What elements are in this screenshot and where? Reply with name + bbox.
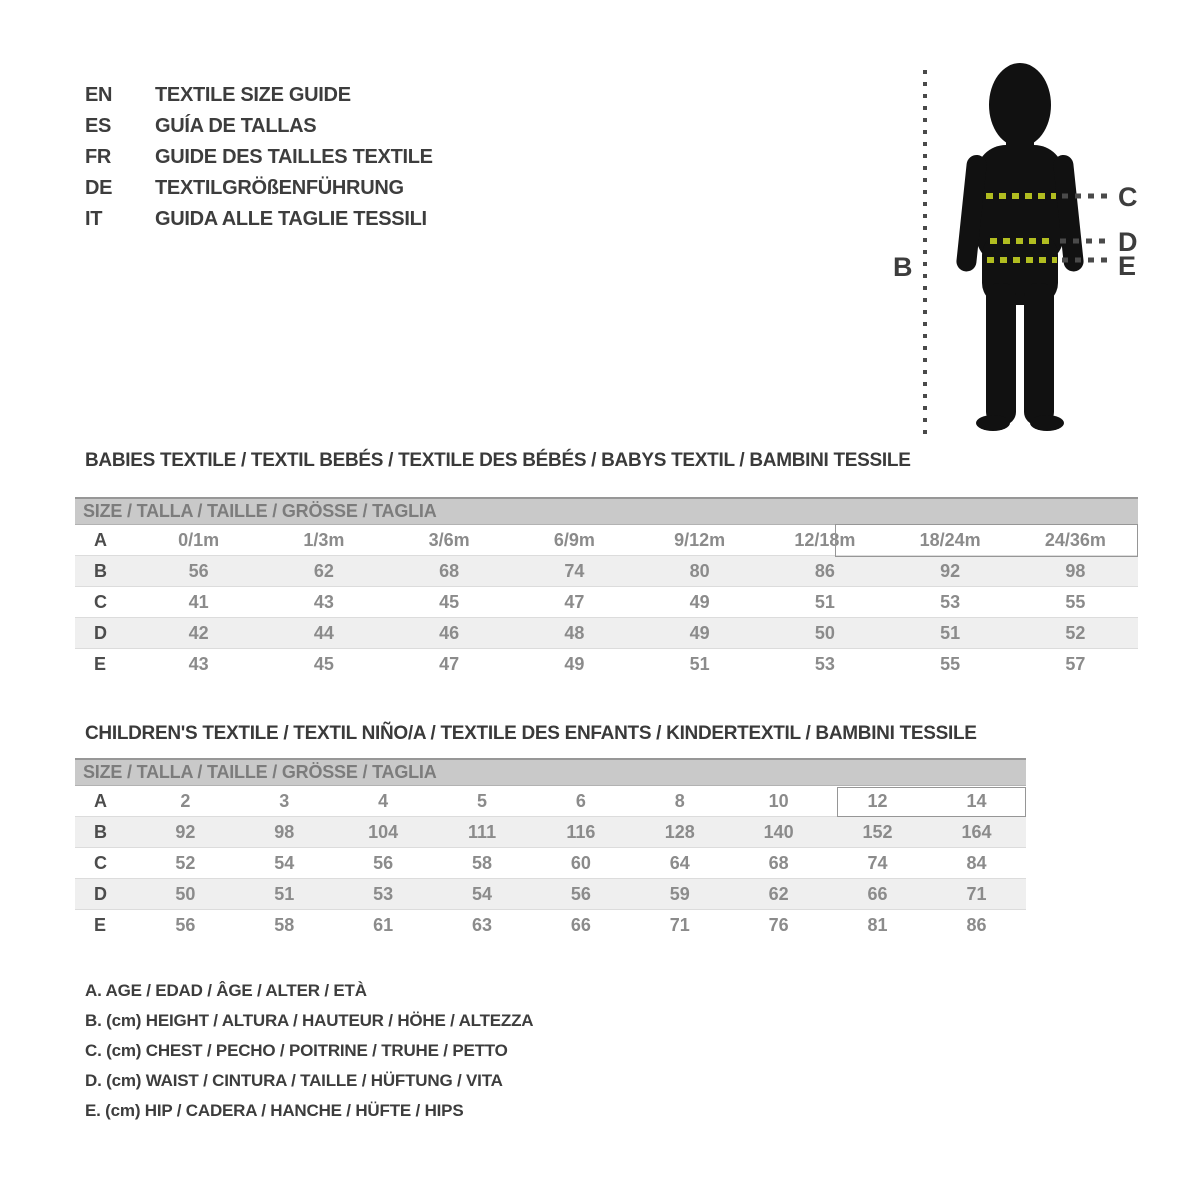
table-row — [75, 910, 1026, 941]
height-label: B — [893, 252, 913, 282]
language-code: ES — [85, 115, 112, 137]
children-section-heading: CHILDREN'S TEXTILE / TEXTIL NIÑO/A / TEXTILE DES ENFANTS / KINDERTEXTIL / BAMBINI TESSILE — [85, 723, 977, 744]
table-cell: 62 — [261, 556, 386, 587]
table-cell: 80 — [637, 556, 762, 587]
table-cell: 128 — [630, 817, 729, 848]
table-row — [75, 649, 1138, 680]
table-cell: 92 — [888, 556, 1013, 587]
table-cell: 56 — [136, 556, 261, 587]
table-cell: 24/36m — [1044, 529, 1106, 550]
table-cell: 111 — [433, 817, 532, 848]
table-cell: 52 — [175, 852, 196, 873]
language-code: DE — [85, 177, 113, 199]
child-silhouette — [955, 63, 1084, 431]
table-cell: 116 — [532, 817, 631, 848]
table-cell: 71 — [669, 914, 690, 935]
table-cell: 42 — [136, 618, 261, 649]
table-cell: 10 — [768, 790, 789, 811]
table-cell: 86 — [966, 914, 987, 935]
table-row — [75, 817, 1026, 848]
table-cell: 64 — [669, 852, 690, 873]
table-cell: 58 — [472, 852, 493, 873]
table-cell: 74 — [867, 852, 888, 873]
table-cell: 57 — [1065, 653, 1086, 674]
legend-item: B. (cm) HEIGHT / ALTURA / HAUTEUR / HÖHE / ALTEZZA — [85, 1011, 534, 1030]
table-cell: 56 — [532, 879, 631, 910]
table-cell: 18/24m — [919, 529, 981, 550]
legend-item: A. AGE / EDAD / ÂGE / ALTER / ETÀ — [85, 981, 367, 1000]
table-cell: 48 — [512, 618, 637, 649]
legend-item: E. (cm) HIP / CADERA / HANCHE / HÜFTE / HIPS — [85, 1101, 464, 1120]
measurement-figure — [870, 45, 1170, 465]
row-label: C — [94, 852, 107, 873]
table-cell: 6 — [575, 790, 586, 811]
language-guide-text: TEXTILGRÖßENFÜHRUNG — [155, 177, 404, 199]
table-cell: 74 — [512, 556, 637, 587]
row-label: B — [75, 556, 136, 587]
table-row — [75, 879, 1026, 910]
language-guide-row — [85, 173, 433, 204]
measurement-legend — [85, 976, 533, 1126]
language-code: FR — [85, 146, 112, 168]
table-cell: 56 — [373, 852, 394, 873]
table-cell: 54 — [433, 879, 532, 910]
table-cell: 51 — [888, 618, 1013, 649]
row-label: E — [94, 653, 107, 674]
table-cell: 2 — [180, 790, 191, 811]
table-cell: 152 — [828, 817, 927, 848]
table-row — [75, 848, 1026, 879]
row-label: E — [94, 914, 107, 935]
language-code: EN — [85, 84, 113, 106]
language-guide-row — [85, 80, 433, 111]
table-cell: 0/1m — [178, 529, 220, 550]
table-cell: 54 — [274, 852, 295, 873]
babies-size-table — [75, 497, 1138, 679]
row-label: B — [75, 817, 136, 848]
hip-label: E — [1118, 251, 1137, 281]
row-label: A — [94, 529, 107, 550]
language-guide-row — [85, 204, 433, 235]
babies-section-heading: BABIES TEXTILE / TEXTIL BEBÉS / TEXTILE DES BÉBÉS / BABYS TEXTIL / BAMBINI TESSILE — [85, 450, 911, 471]
table-cell: 53 — [940, 591, 961, 612]
table-cell: 3/6m — [428, 529, 470, 550]
table-cell: 92 — [136, 817, 235, 848]
table-cell: 98 — [235, 817, 334, 848]
row-label: A — [94, 790, 107, 811]
table-cell: 8 — [674, 790, 685, 811]
row-label: D — [75, 879, 136, 910]
table-cell: 63 — [472, 914, 493, 935]
table-cell: 71 — [927, 879, 1026, 910]
row-label: D — [75, 618, 136, 649]
table-cell: 104 — [334, 817, 433, 848]
table-cell: 45 — [439, 591, 460, 612]
table-cell: 59 — [630, 879, 729, 910]
legend-item: D. (cm) WAIST / CINTURA / TAILLE / HÜFTUNG / VITA — [85, 1071, 503, 1090]
table-cell: 58 — [274, 914, 295, 935]
table-cell: 47 — [564, 591, 585, 612]
table-cell: 47 — [439, 653, 460, 674]
table-cell: 98 — [1013, 556, 1138, 587]
table-row — [75, 587, 1138, 618]
table-cell: 44 — [261, 618, 386, 649]
table-cell: 51 — [814, 591, 835, 612]
table-cell: 6/9m — [553, 529, 595, 550]
table-cell: 164 — [927, 817, 1026, 848]
table-cell: 68 — [387, 556, 512, 587]
table-cell: 12/18m — [794, 529, 856, 550]
language-guide-list — [85, 80, 433, 235]
language-guide-text: GUÍA DE TALLAS — [155, 115, 317, 137]
table-cell: 62 — [729, 879, 828, 910]
table-cell: 61 — [373, 914, 394, 935]
table-cell: 66 — [570, 914, 591, 935]
table-cell: 49 — [637, 618, 762, 649]
row-label: C — [94, 591, 107, 612]
language-guide-text: TEXTILE SIZE GUIDE — [155, 84, 351, 106]
table-cell: 76 — [768, 914, 789, 935]
chest-label: C — [1118, 182, 1138, 212]
table-cell: 68 — [768, 852, 789, 873]
table-row — [75, 786, 1026, 817]
table-cell: 41 — [188, 591, 209, 612]
table-cell: 14 — [966, 790, 987, 811]
table-cell: 55 — [940, 653, 961, 674]
table-cell: 3 — [279, 790, 290, 811]
table-cell: 45 — [313, 653, 334, 674]
table-cell: 81 — [867, 914, 888, 935]
language-code: IT — [85, 208, 103, 230]
table-cell: 50 — [762, 618, 887, 649]
children-table-header: SIZE / TALLA / TAILLE / GRÖSSE / TAGLIA — [75, 758, 1026, 786]
waist-label: D — [1118, 227, 1138, 257]
table-cell: 12 — [867, 790, 888, 811]
table-cell: 140 — [729, 817, 828, 848]
children-size-table — [75, 758, 1026, 940]
table-cell: 60 — [570, 852, 591, 873]
table-cell: 9/12m — [674, 529, 726, 550]
table-cell: 49 — [689, 591, 710, 612]
table-cell: 56 — [175, 914, 196, 935]
table-cell: 55 — [1065, 591, 1086, 612]
table-cell: 43 — [313, 591, 334, 612]
table-row — [75, 618, 1138, 649]
table-cell: 51 — [689, 653, 710, 674]
table-cell: 4 — [378, 790, 389, 811]
table-cell: 46 — [387, 618, 512, 649]
table-cell: 86 — [762, 556, 887, 587]
table-cell: 66 — [828, 879, 927, 910]
table-cell: 52 — [1013, 618, 1138, 649]
legend-item: C. (cm) CHEST / PECHO / POITRINE / TRUHE / PETTO — [85, 1041, 508, 1060]
language-guide-row — [85, 142, 433, 173]
table-cell: 84 — [966, 852, 987, 873]
language-guide-row — [85, 111, 433, 142]
language-guide-text: GUIDE DES TAILLES TEXTILE — [155, 146, 433, 168]
table-cell: 43 — [188, 653, 209, 674]
table-cell: 53 — [814, 653, 835, 674]
table-cell: 50 — [136, 879, 235, 910]
table-cell: 51 — [235, 879, 334, 910]
table-cell: 5 — [477, 790, 488, 811]
table-cell: 53 — [334, 879, 433, 910]
table-row — [75, 556, 1138, 587]
language-guide-text: GUIDA ALLE TAGLIE TESSILI — [155, 208, 427, 230]
babies-table-header: SIZE / TALLA / TAILLE / GRÖSSE / TAGLIA — [75, 497, 1138, 525]
table-cell: 1/3m — [303, 529, 345, 550]
table-cell: 49 — [564, 653, 585, 674]
table-row — [75, 525, 1138, 556]
